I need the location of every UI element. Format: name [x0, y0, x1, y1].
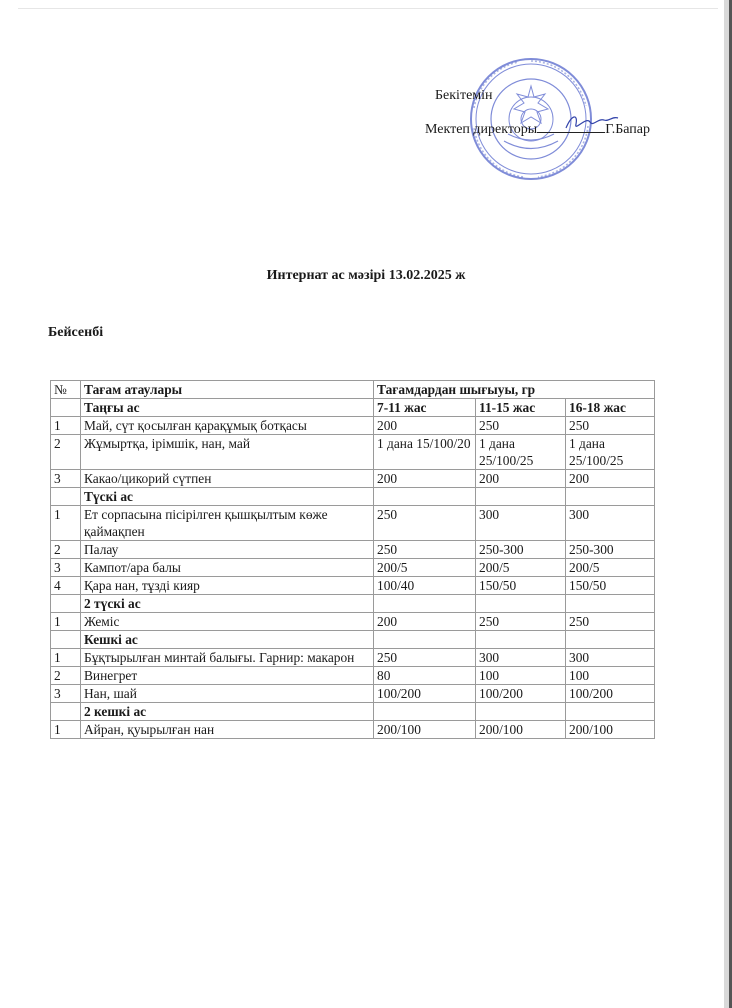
table-row: 1 Ет сорпасына пісірілген қышқылтым көже қаймақпен 250 300 300 — [51, 506, 655, 541]
table-row: 3 Нан, шай 100/200 100/200 100/200 — [51, 685, 655, 703]
age-group-1: 7-11 жас — [374, 399, 476, 417]
section-row-dinner — [51, 631, 655, 649]
table-row: 1 Май, сүт қосылған қарақұмық ботқасы 200 250 250 — [51, 417, 655, 435]
section-lunch: Түскі ас — [81, 488, 374, 506]
handwritten-signature — [562, 110, 622, 134]
document-title: Интернат ас мәзірі 13.02.2025 ж — [266, 268, 466, 283]
menu-table — [50, 380, 655, 739]
director-name: Г.Бапар — [605, 122, 651, 137]
section-snack: 2 түскі ас — [81, 595, 374, 613]
table-row: 3 Кампот/ара балы 200/5 200/5 200/5 — [51, 559, 655, 577]
header-output: Тағамдардан шығыуы, гр — [374, 381, 655, 399]
table-row: 2 Винегрет 80 100 100 — [51, 667, 655, 685]
age-group-3: 16-18 жас — [566, 399, 655, 417]
table-row: 1 Жеміс 200 250 250 — [51, 613, 655, 631]
weekday-label: Бейсенбі — [48, 325, 104, 340]
director-title: Мектеп директоры — [425, 122, 538, 137]
table-row: 2 Палау 250 250-300 250-300 — [51, 541, 655, 559]
table-row: 2 Жұмыртқа, ірімшік, нан, май 1 дана 15/100/20 1 дана 25/100/25 1 дана 25/100/25 — [51, 435, 655, 470]
header-dish-name: Тағам атаулары — [81, 381, 374, 399]
table-header-row — [51, 381, 655, 399]
age-group-2: 11-15 жас — [476, 399, 566, 417]
section-row-lunch — [51, 488, 655, 506]
section-dinner: Кешкі ас — [81, 631, 374, 649]
scan-top-line — [18, 8, 718, 9]
table-row: 1 Айран, қуырылған нан 200/100 200/100 200/100 — [51, 721, 655, 739]
section-breakfast: Таңғы ас — [81, 399, 374, 417]
section-row-dinner2 — [51, 703, 655, 721]
table-row: 3 Какао/цикорий сүтпен 200 200 200 — [51, 470, 655, 488]
approval-label: Бекітемін — [435, 88, 493, 103]
section-row-breakfast — [51, 399, 655, 417]
section-dinner2: 2 кешкі ас — [81, 703, 374, 721]
section-row-snack — [51, 595, 655, 613]
header-number: № — [51, 381, 81, 399]
table-row: 4 Қара нан, тұзді кияр 100/40 150/50 150/50 — [51, 577, 655, 595]
table-row: 1 Бұқтырылған минтай балығы. Гарнир: макарон 250 300 300 — [51, 649, 655, 667]
